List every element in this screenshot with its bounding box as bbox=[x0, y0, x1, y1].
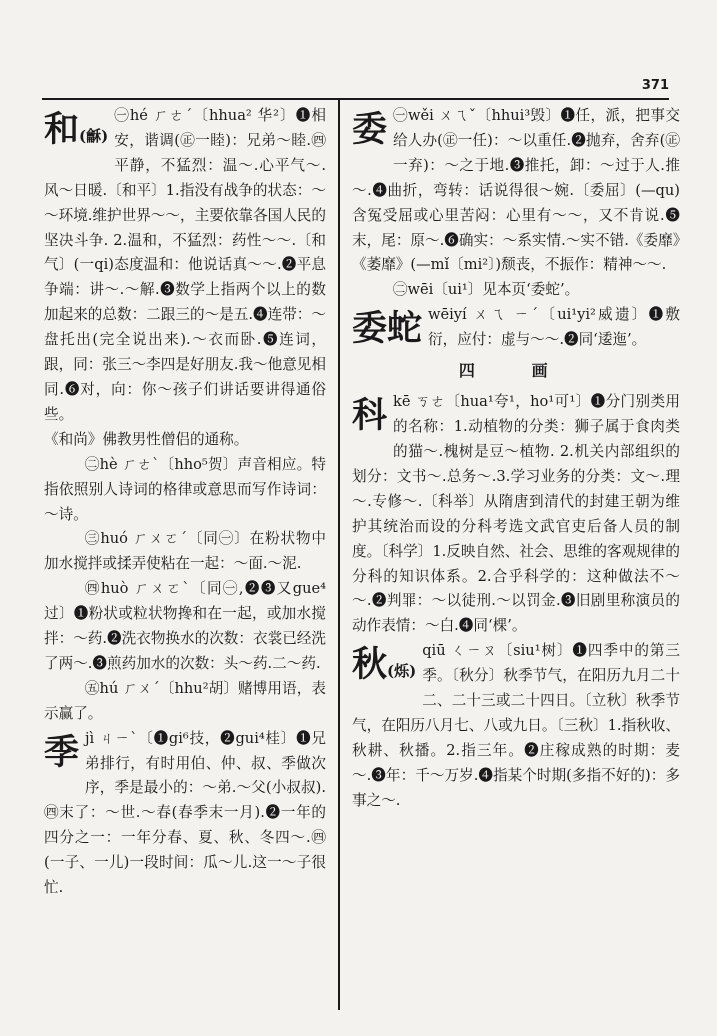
entry-he-sense-4: ㊂huó ㄏㄨㄛˊ〔同㊀〕在粉状物中加水搅拌或揉弄使粘在一起：～面.～泥. bbox=[44, 530, 326, 573]
entry-qiu-headword: 秋(烁) bbox=[352, 644, 417, 686]
entry-ji-headword: 季 bbox=[44, 731, 80, 773]
entry-ke-text: kē ㄎㄜ〔hua¹夸¹，ho¹可¹〕❶分门别类用的名称：1.动植物的分类：狮子属于食肉类的猫～.槐树是豆～植物. 2.机关内部组织的划分：文书～.总务～.3.学习业务的分类：文～.理～.专修～.〔科举〕从隋唐到清代的封建王朝为维护其统治而设的分科考选文武官吏后备人员的制度。〔科学〕1.反映自然、社会、思维的客观规律的分科的知识体系。2.合乎科学的：这种做法不～～.❷判罪：～以徒刑.～以罚金.❸旧剧里称演员的动作表情：～白.❹同‘棵’。 bbox=[352, 393, 680, 635]
entry-ke bbox=[352, 390, 680, 639]
left-column bbox=[44, 104, 326, 1010]
entry-weiyi-headword: 委蛇 bbox=[352, 308, 423, 350]
entry-ji bbox=[44, 727, 326, 901]
entry-weiyi-text: wēiyí ㄨㄟ ㄧˊ〔ui¹yi²威遗〕❶敷衍，应付：虚与～～.❷同‘逶迤’。 bbox=[428, 306, 680, 349]
section-title: 四 画 bbox=[458, 361, 574, 381]
entry-wei-headword: 委 bbox=[352, 109, 388, 150]
entry-he-sense-2: 《和尚》佛教男性僧侣的通称。 bbox=[44, 430, 249, 448]
entry-wei bbox=[352, 104, 680, 303]
entry-qiu-text: qiū ㄑㄧㄡ〔siu¹树〕❶四季中的第三季。〔秋分〕秋季节气，在阳历九月二十二、二十三或二十四日。〔立秋〕秋季节气，在阳历八月七、八或九日。〔三秋〕1.指秋收、秋耕、秋播。2.指三年。❷庄稼成熟的时期：麦～.❸年：千～万岁.❹指某个时期(多指不好的)：多事之～. bbox=[352, 642, 680, 809]
page-number: 371 bbox=[641, 78, 669, 93]
entry-qiu-traditional: (烁) bbox=[387, 662, 417, 681]
entry-he-traditional: (龢) bbox=[79, 127, 109, 145]
entry-wei-sense-2: ㊁wēi〔ui¹〕见本页‘委蛇’。 bbox=[392, 281, 580, 299]
entry-he-sense-1: ㊀hé ㄏㄜˊ〔hhua² 华²〕❶相安，谐调(㊣一睦)：兄弟～睦.㊃平静，不猛烈：温～.心平气～.风～日暖.〔和平〕1.指没有战争的状态：～～环境.维护世界～～，主要依靠各国人民的坚决斗争. 2.温和，不猛烈：药性～～.〔和气〕(一qi)态度温和：他说话真～～.❷平息争端：讲～.～解.❸数学上指两个以上的数加起来的总数：二跟三的～是五.❹连带：～盘托出(完全说出来).～衣而卧.❺连词，跟，同：张三～李四是好朋友.我～他意见相同.❻对，向：你～孩子们讲话要讲得通俗些。 bbox=[44, 107, 326, 423]
entry-he-sense-5: ㊃huò ㄏㄨㄛˋ〔同㊀,❷❸又gue⁴过〕❶粉状或粒状物搀和在一起，或加水搅拌：～药.❷洗衣物换水的次数：衣裳已经洗了两～.❸煎药加水的次数：头～药.二～药. bbox=[44, 580, 326, 672]
entry-he-sense-6: ㊄hú ㄏㄨˊ〔hhu²胡〕赌博用语，表示赢了。 bbox=[44, 679, 326, 722]
entry-he bbox=[44, 104, 326, 727]
entry-qiu bbox=[352, 639, 680, 813]
entry-weiyi bbox=[352, 303, 680, 353]
top-rule bbox=[42, 98, 669, 100]
right-column bbox=[352, 104, 680, 1010]
entry-he-headword: 和(龢) bbox=[44, 109, 109, 150]
entry-ke-headword: 科 bbox=[352, 395, 388, 437]
column-divider bbox=[338, 100, 340, 1010]
entry-wei-sense-1: ㊀wěi ㄨㄟˇ〔hhui³毁〕❶任，派，把事交给人办(㊣一任)：～以重任.❷抛弃，舍弃(㊣一弃)：～之于地.❸推托，卸：～过于人.推～.❹曲折，弯转：话说得很～婉.〔委屈〕(—qu)含冤受屈或心里苦闷：心里有～～，又不肯说.❺末，尾：原～.❻确实：～系实情.～实不错.《委靡》《萎靡》(—mǐ〔mi²〕)颓丧，不振作：精神～～. bbox=[352, 107, 680, 274]
entry-ji-text: jì ㄐㄧˋ〔❶gi⁶技，❷gui⁴桂〕❶兄弟排行，有时用伯、仲、叔、季做次序，季是最小的：～弟.～父(小叔叔).㊃末了：～世.～春(春季末一月).❷一年的四分之一：一年分春、夏、秋、冬四～.㊃(一子、一儿)一段时间：瓜～儿.这一～子很忙. bbox=[44, 729, 326, 897]
entry-he-sense-3: ㊁hè ㄏㄜˋ〔hho⁵贺〕声音相应。特指依照别人诗词的格律或意思而写作诗词：～诗。 bbox=[44, 455, 326, 523]
